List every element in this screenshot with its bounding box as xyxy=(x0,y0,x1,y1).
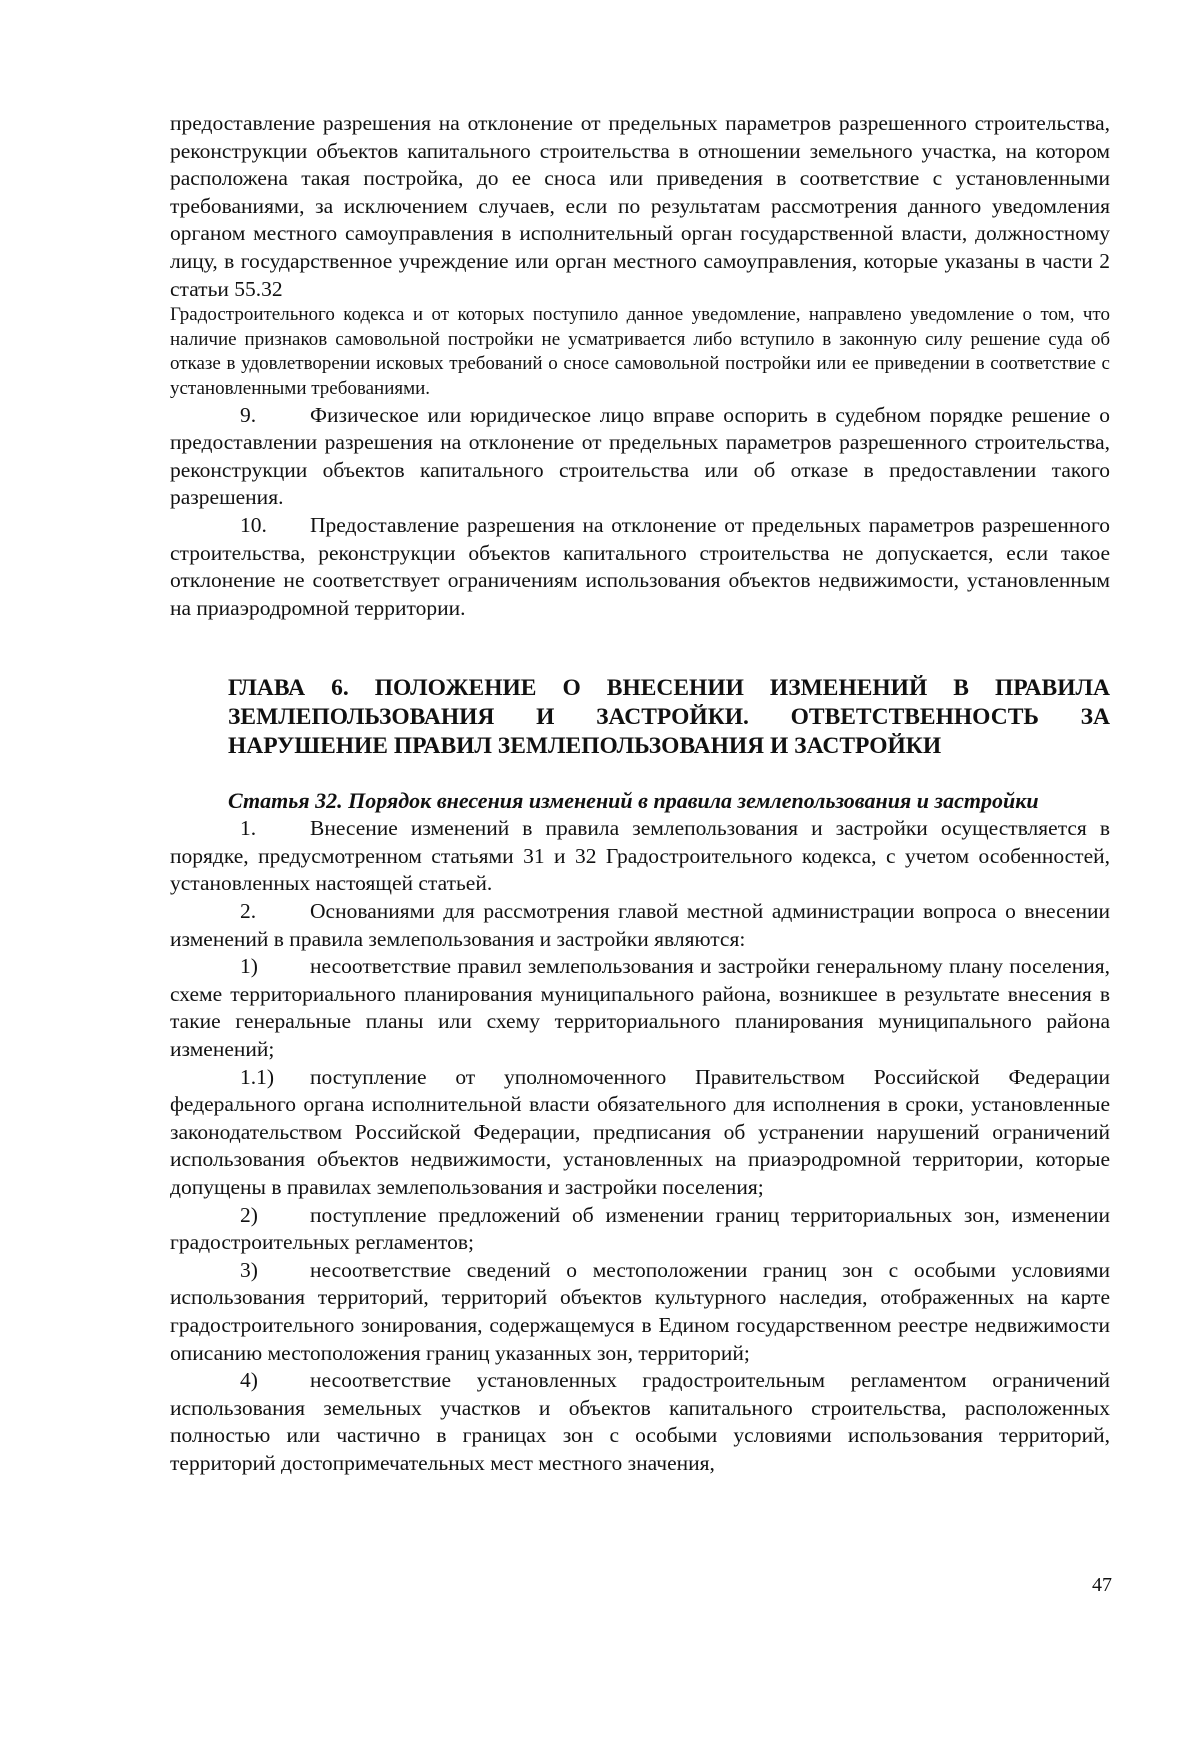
page-number: 47 xyxy=(1092,1574,1112,1596)
item-text: Внесение изменений в правила землепользования и застройки осуществляется в порядке, предусмотренном статьями 31 и 32 Градостроительного кодекса, с учетом особенностей, установленных настоящей статьей. xyxy=(170,816,1110,896)
paragraph: предоставление разрешения на отклонение от предельных параметров разрешенного строительства, реконструкции объектов капитального строительства в отношении земельного участка, на котором расположена такая постройка, до ее сноса или приведения в соответствие с установленными требованиями, за исключением случаев, если по результатам рассмотрения данного уведомления органом местного самоуправления в исполнительный орган государственной власти, должностному лицу, в государственное учреждение или орган местного самоуправления, которые указаны в части 2 статьи 55.32 xyxy=(170,111,1110,301)
item-number: 2. xyxy=(240,899,257,924)
item-number: 1) xyxy=(240,954,258,979)
list-item xyxy=(170,815,1110,898)
item-number: 2) xyxy=(240,1202,258,1227)
item-number: 4) xyxy=(240,1368,258,1393)
chapter-heading xyxy=(228,674,1110,761)
item-number: 3) xyxy=(240,1257,258,1282)
item-number: 1.1) xyxy=(240,1064,275,1089)
paragraph-small: Градостроительного кодекса и от которых поступило данное уведомление, направлено уведомление о том, что наличие признаков самовольной постройки не усматривается либо вступило в законную силу решение суда об отказе в удовлетворении исковых требований о сносе самовольной постройки или ее приведении в соответствие с установленными требованиями. xyxy=(170,304,1110,399)
item-number: 9. xyxy=(240,402,257,427)
chapter-heading-line: ГЛАВА 6. ПОЛОЖЕНИЕ О ВНЕСЕНИИ ИЗМЕНЕНИЙ В ПРАВИЛА xyxy=(228,675,1110,702)
list-item xyxy=(170,1064,1110,1202)
article-title: Статья 32. Порядок внесения изменений в правила землепользования и застройки xyxy=(228,788,1039,814)
item-text: поступление от уполномоченного Правительством Российской Федерации федерального органа исполнительной власти обязательного для исполнения в сроки, установленные законодательством Российской Федерации, предписания об устранении нарушений ограничений использования объектов недвижимости, установленных на приаэродромной территории, которые допущены в правилах землепользования и застройки поселения; xyxy=(170,1064,1110,1199)
item-text: поступление предложений об изменении границ территориальных зон, изменении градостроительных регламентов; xyxy=(170,1202,1110,1255)
item-text: Физическое или юридическое лицо вправе оспорить в судебном порядке решение о предоставлении разрешения на отклонение от предельных параметров разрешенного строительства, реконструкции объектов капитального строительства или об отказе в предоставлении такого разрешения. xyxy=(170,402,1110,510)
list-item-9 xyxy=(170,402,1110,512)
item-text: несоответствие сведений о местоположении границ зон с особыми условиями использования территорий, территорий объектов культурного наследия, отображенных на карте градостроительного зонирования, содержащемуся в Едином государственном реестре недвижимости описанию местоположения границ указанных зон, территорий; xyxy=(170,1257,1110,1365)
list-item xyxy=(170,1202,1110,1257)
item-text: несоответствие правил землепользования и застройки генеральному плану поселения, схеме территориального планирования муниципального района, возникшее в результате внесения в такие генеральные планы или схему территориального планирования муниципального района изменений; xyxy=(170,954,1110,1062)
item-text: Основаниями для рассмотрения главой местной администрации вопроса о внесении изменений в правила землепользования и застройки являются: xyxy=(170,899,1110,951)
list-item xyxy=(170,953,1110,1063)
chapter-heading-line: НАРУШЕНИЕ ПРАВИЛ ЗЕМЛЕПОЛЬЗОВАНИЯ И ЗАСТРОЙКИ xyxy=(228,733,942,760)
list-item xyxy=(170,898,1110,953)
item-number: 1. xyxy=(240,816,257,841)
item-text: несоответствие установленных градостроительным регламентом ограничений использования земельных участков и объектов капитального строительства, расположенных полностью или частично в границах зон с особыми условиями использования территорий, территорий достопримечательных мест местного значения, xyxy=(170,1368,1110,1475)
item-number: 10. xyxy=(240,512,267,537)
item-text: Предоставление разрешения на отклонение от предельных параметров разрешенного строительства, реконструкции объектов капитального строительства не допускается, если такое отклонение не соответствует ограничениям использования объектов недвижимости, установленным на приаэродромной территории. xyxy=(170,512,1110,620)
list-item xyxy=(170,1257,1110,1367)
page-body xyxy=(170,110,1110,1478)
list-item-10 xyxy=(170,512,1110,622)
chapter-heading-line: ЗЕМЛЕПОЛЬЗОВАНИЯ И ЗАСТРОЙКИ. ОТВЕТСТВЕННОСТЬ ЗА xyxy=(228,704,1110,731)
list-item xyxy=(170,1367,1110,1477)
